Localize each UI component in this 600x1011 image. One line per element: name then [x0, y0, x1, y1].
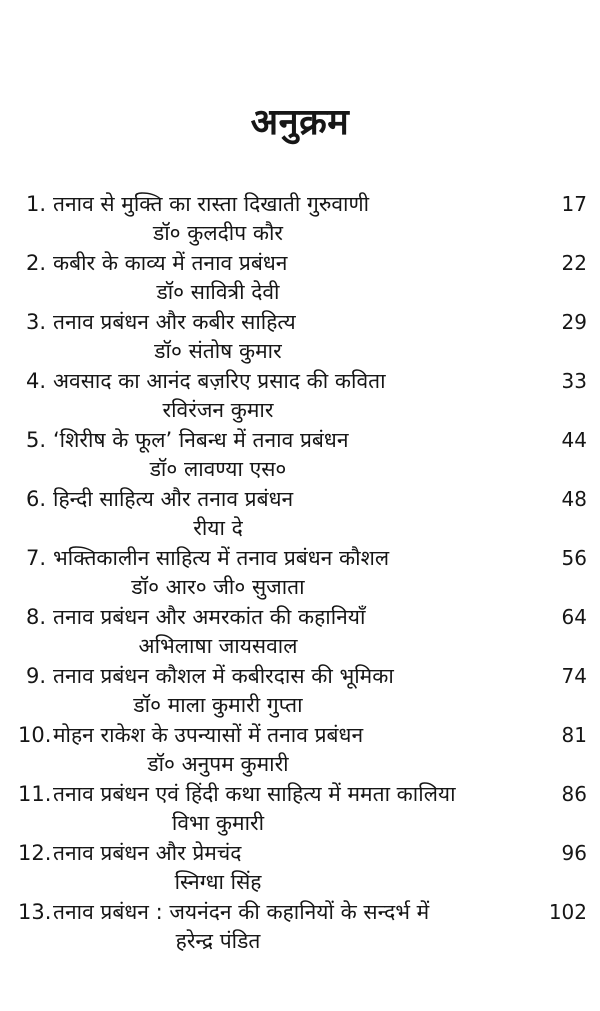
- entry-title: तनाव प्रबंधन : जयनंदन की कहानियों के सन्दर्भ में: [53, 900, 430, 924]
- toc-entry-line: [18, 366, 587, 396]
- toc-entry-line: [18, 720, 587, 750]
- entry-title: कबीर के काव्य में तनाव प्रबंधन: [53, 251, 288, 275]
- entry-page-number: 56: [561, 546, 587, 570]
- entry-page-number: 22: [561, 251, 587, 275]
- toc-entry-line: [18, 897, 587, 927]
- toc-entry: [18, 189, 587, 248]
- toc-entry: [18, 602, 587, 661]
- toc-entry: [18, 484, 587, 543]
- entry-number: 9.: [25, 664, 46, 688]
- entry-title: तनाव से मुक्ति का रास्ता दिखाती गुरुवाणी: [53, 192, 370, 216]
- toc-entry-line: [18, 425, 587, 455]
- toc-entry: [18, 366, 587, 425]
- entry-author: डॉ० माला कुमारी गुप्ता: [133, 693, 303, 717]
- entry-title: तनाव प्रबंधन और कबीर साहित्य: [53, 310, 296, 334]
- entry-number: 11.: [18, 782, 52, 806]
- toc-entry-line: [18, 248, 587, 278]
- entry-number: 13.: [18, 900, 52, 924]
- entry-page-number: 74: [561, 664, 587, 688]
- entry-number: 4.: [25, 369, 46, 393]
- entry-title: तनाव प्रबंधन और अमरकांत की कहानियाँ: [53, 605, 366, 629]
- entry-author: विभा कुमारी: [171, 811, 265, 835]
- toc-entry-line: [18, 307, 587, 337]
- entry-author: डॉ० संतोष कुमार: [154, 339, 282, 363]
- entry-page-number: 33: [561, 369, 587, 393]
- entry-page-number: 64: [561, 605, 587, 629]
- entry-number: 3.: [25, 310, 46, 334]
- toc-entry-line: [18, 838, 587, 868]
- entry-number: 1.: [25, 192, 46, 216]
- entry-author: डॉ० अनुपम कुमारी: [147, 752, 289, 776]
- entry-author: हरेन्द्र पंडित: [175, 929, 261, 953]
- entry-page-number: 29: [561, 310, 587, 334]
- entry-author: डॉ० कुलदीप कौर: [153, 221, 283, 245]
- toc-entry-line: [18, 661, 587, 691]
- entry-title: हिन्दी साहित्य और तनाव प्रबंधन: [53, 487, 294, 511]
- entry-page-number: 86: [561, 782, 587, 806]
- toc-entry: [18, 248, 587, 307]
- entry-number: 10.: [18, 723, 52, 747]
- toc-list: [18, 189, 587, 956]
- toc-entry-line: [18, 602, 587, 632]
- entry-page-number: 48: [561, 487, 587, 511]
- entry-number: 8.: [25, 605, 46, 629]
- toc-entry: [18, 661, 587, 720]
- entry-author: रविरंजन कुमार: [162, 398, 274, 422]
- toc-entry: [18, 720, 587, 779]
- entry-number: 6.: [25, 487, 46, 511]
- entry-title: भक्तिकालीन साहित्य में तनाव प्रबंधन कौशल: [53, 546, 390, 570]
- entry-page-number: 44: [561, 428, 587, 452]
- toc-entry: [18, 779, 587, 838]
- toc-entry-line: [18, 189, 587, 219]
- entry-page-number: 96: [561, 841, 587, 865]
- page-title: अनुक्रम: [250, 102, 350, 143]
- entry-page-number: 81: [561, 723, 587, 747]
- toc-entry: [18, 897, 587, 956]
- toc-entry-line: [18, 779, 587, 809]
- entry-number: 5.: [25, 428, 46, 452]
- entry-author: स्निग्धा सिंह: [174, 870, 262, 894]
- entry-author: रीया दे: [193, 516, 243, 540]
- entry-author: डॉ० लावण्या एस०: [149, 457, 287, 481]
- toc-entry-line: [18, 484, 587, 514]
- entry-page-number: 102: [548, 900, 587, 924]
- entry-number: 12.: [18, 841, 52, 865]
- toc-entry: [18, 838, 587, 897]
- entry-title: ‘शिरीष के फूल’ निबन्ध में तनाव प्रबंधन: [53, 428, 349, 452]
- entry-number: 2.: [25, 251, 46, 275]
- toc-entry: [18, 425, 587, 484]
- entry-title: मोहन राकेश के उपन्यासों में तनाव प्रबंधन: [53, 723, 364, 747]
- entry-title: तनाव प्रबंधन कौशल में कबीरदास की भूमिका: [53, 664, 394, 688]
- entry-author: अभिलाषा जायसवाल: [138, 634, 298, 658]
- entry-title: तनाव प्रबंधन एवं हिंदी कथा साहित्य में ममता कालिया: [53, 782, 456, 806]
- entry-author: डॉ० आर० जी० सुजाता: [131, 575, 305, 599]
- entry-author: डॉ० सावित्री देवी: [156, 280, 280, 304]
- entry-page-number: 17: [561, 192, 587, 216]
- entry-title: तनाव प्रबंधन और प्रेमचंद: [53, 841, 242, 865]
- toc-entry: [18, 543, 587, 602]
- entry-title: अवसाद का आनंद बज़रिए प्रसाद की कविता: [53, 369, 386, 393]
- toc-entry: [18, 307, 587, 366]
- entry-number: 7.: [25, 546, 46, 570]
- toc-entry-line: [18, 543, 587, 573]
